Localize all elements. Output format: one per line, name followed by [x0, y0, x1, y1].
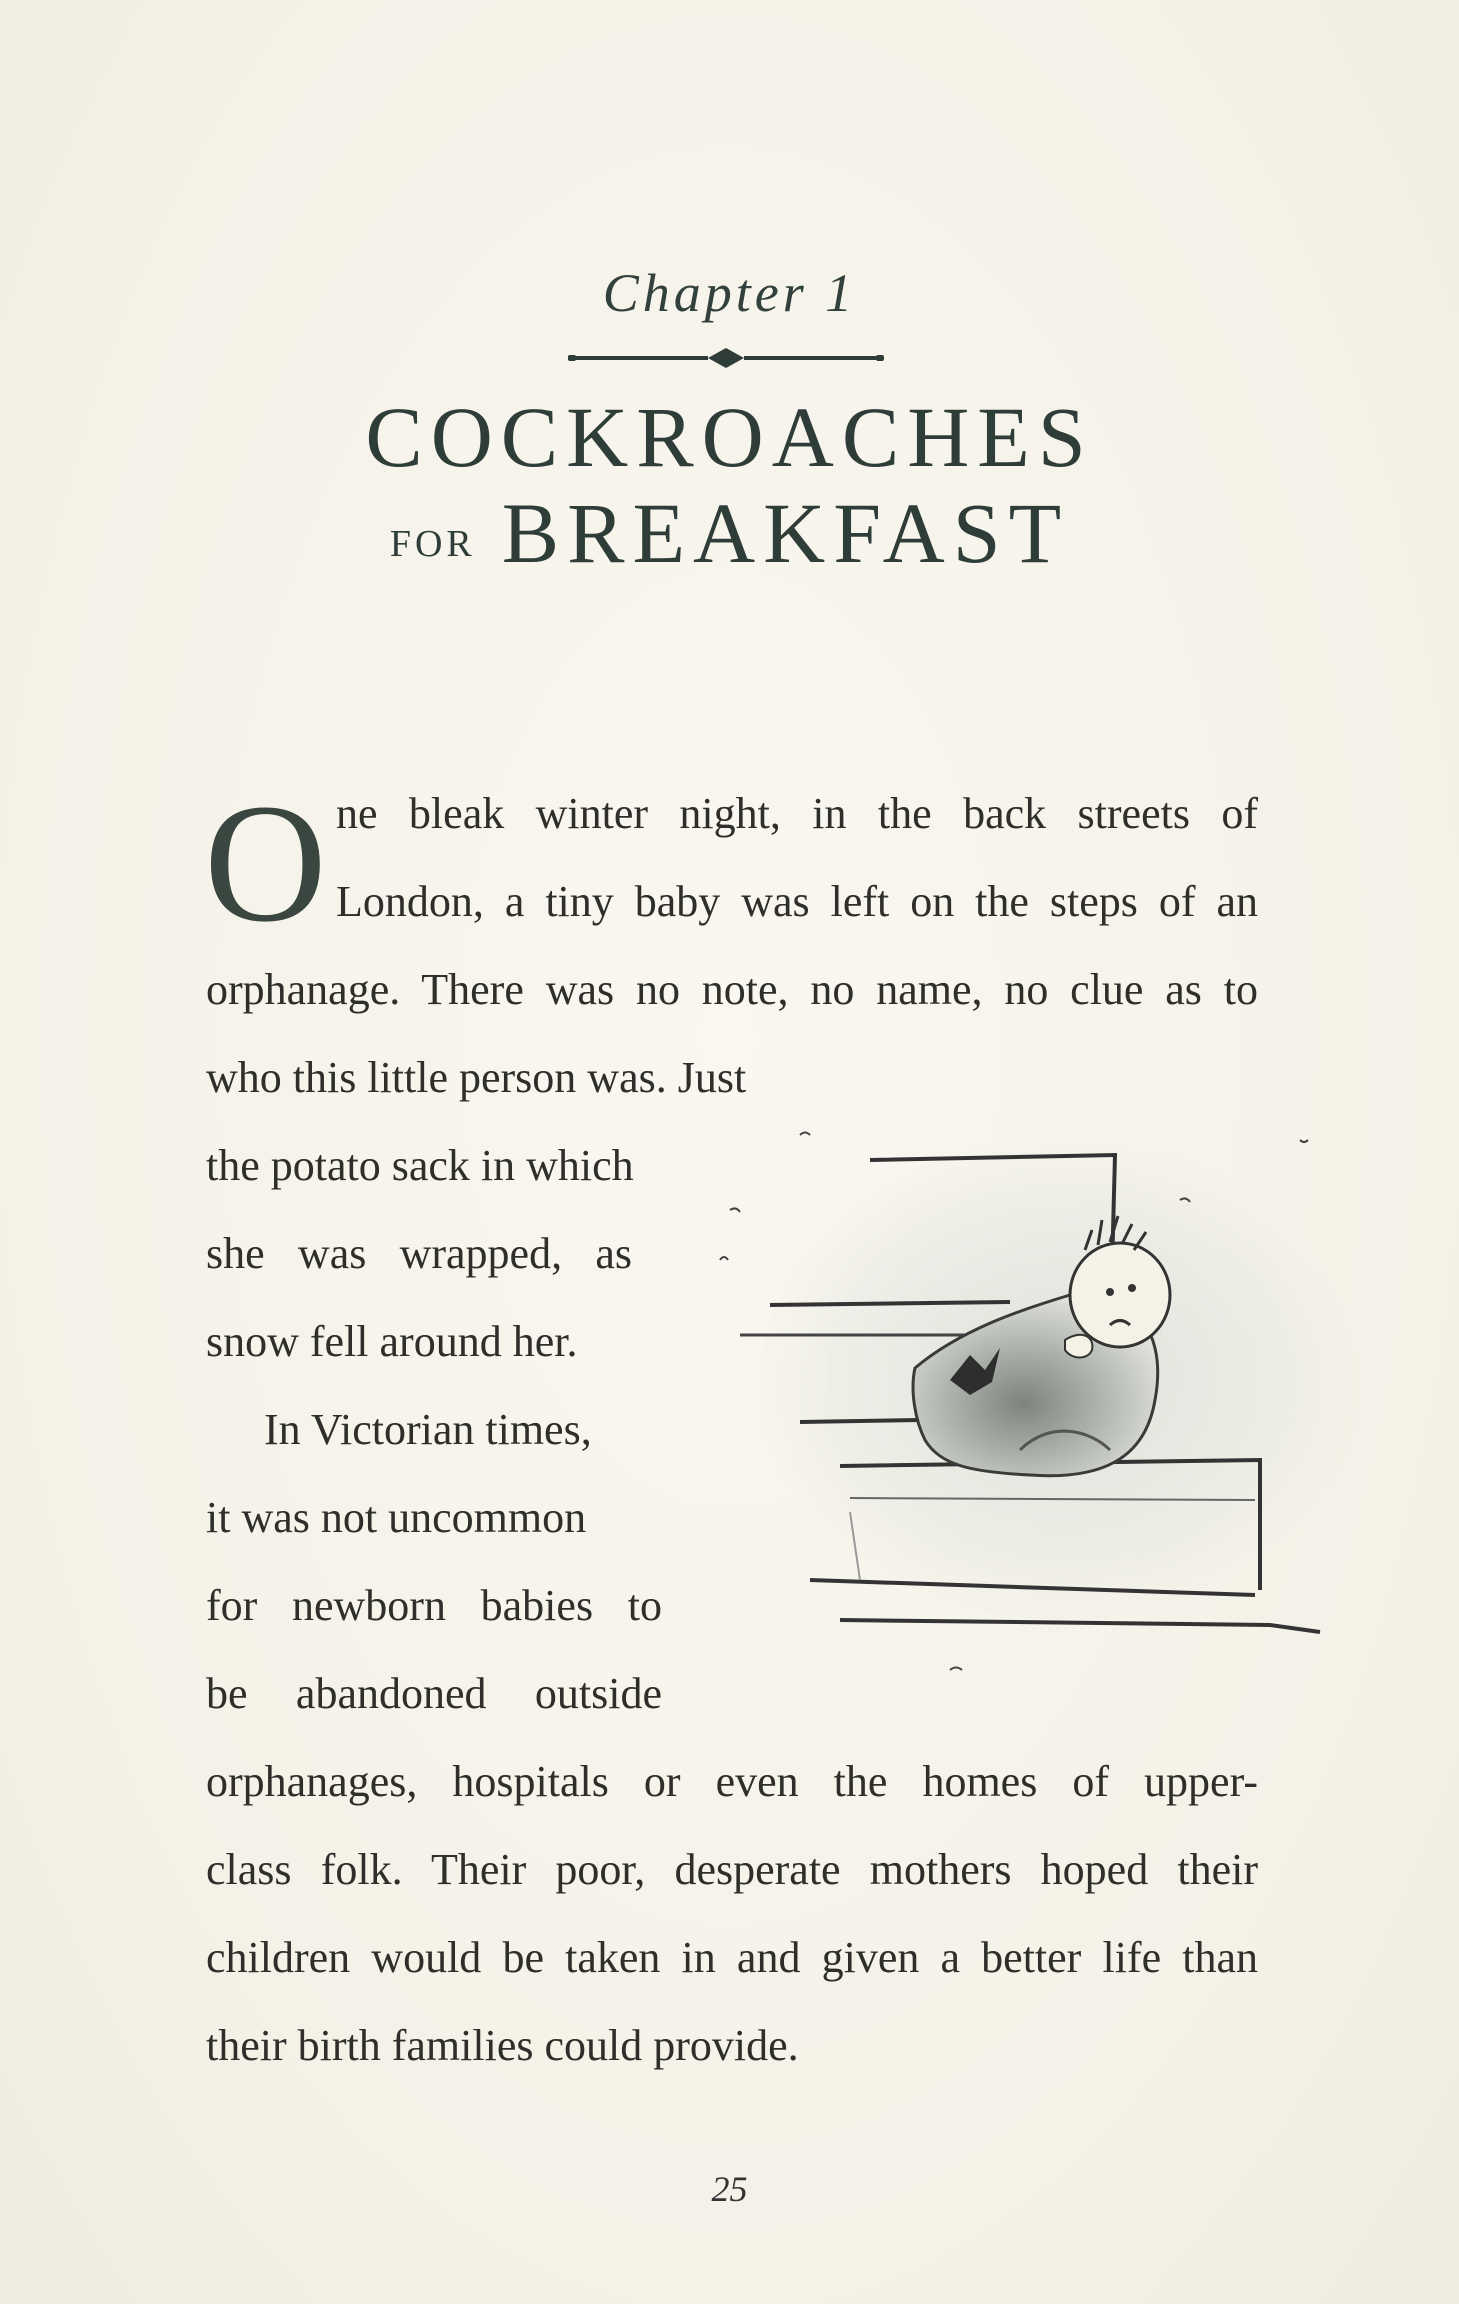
body-line: for newborn babies to [206, 1581, 662, 1630]
body-line: be abandoned outside [206, 1669, 662, 1718]
body-line: In Victorian times, [264, 1405, 592, 1454]
drop-cap: O [204, 769, 327, 957]
chapter-ornament-icon [568, 344, 884, 372]
body-line: the potato sack in which [206, 1141, 634, 1190]
body-line: their birth families could provide. [206, 2021, 799, 2070]
chapter-title-line2 [0, 485, 1459, 581]
body-line: class folk. Their poor, desperate mothers hoped their [206, 1845, 1258, 1894]
body-line: orphanage. There was no note, no name, no clue as to [206, 965, 1258, 1014]
chapter-title-for: FOR [389, 523, 476, 565]
body-line: who this little person was. Just [206, 1053, 747, 1102]
body-line: snow fell around her. [206, 1317, 578, 1366]
chapter-title-line1: COCKROACHES [365, 389, 1094, 485]
chapter-label: Chapter 1 [602, 263, 857, 323]
body-line: ne bleak winter night, in the back streets of [336, 789, 1258, 838]
page-number: 25 [711, 2169, 748, 2209]
body-line: children would be taken in and given a better life than [206, 1933, 1258, 1982]
chapter-title-breakfast: BREAKFAST [501, 485, 1070, 581]
body-line: London, a tiny baby was left on the steps of an [336, 877, 1258, 926]
body-line: she was wrapped, as [206, 1229, 632, 1278]
body-line: it was not uncommon [206, 1493, 587, 1542]
baby-in-potato-sack-on-steps-illustration-icon [700, 1120, 1360, 1700]
body-line: orphanages, hospitals or even the homes of upper- [206, 1757, 1258, 1806]
